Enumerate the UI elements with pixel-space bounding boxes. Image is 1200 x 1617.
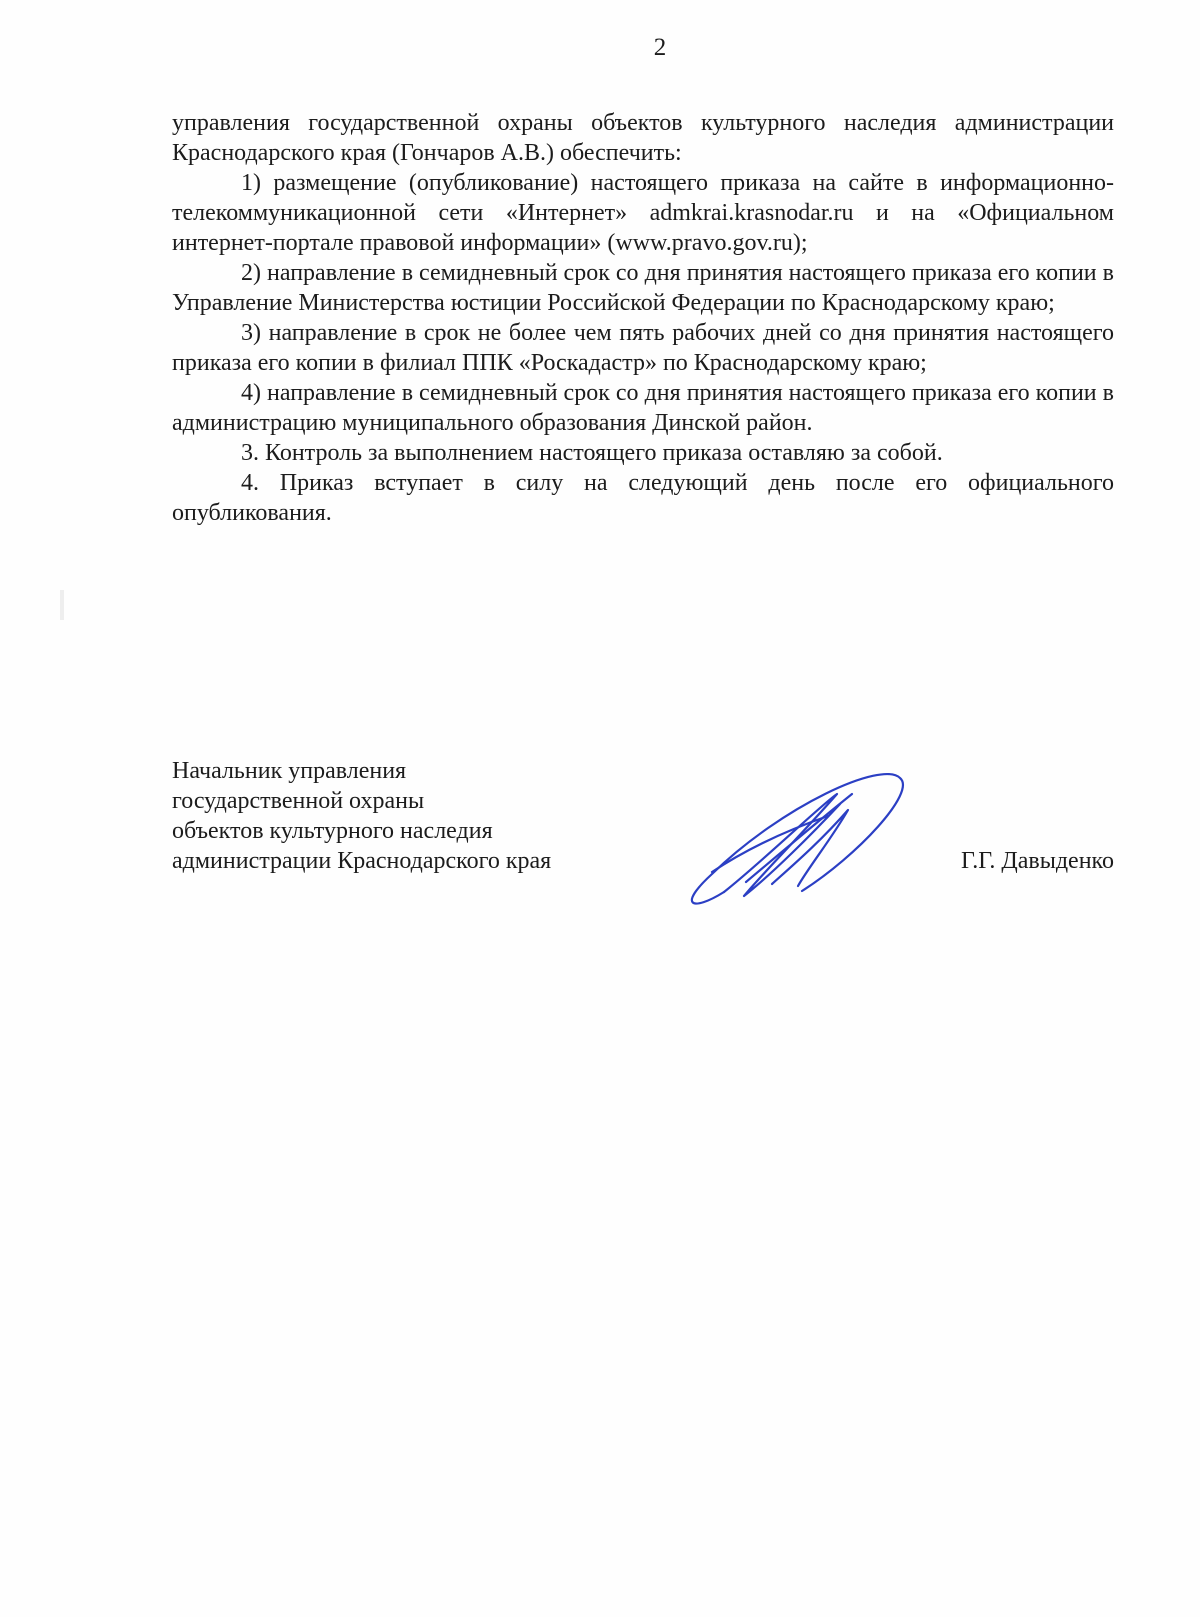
document-body <box>172 108 1114 528</box>
paragraph: 4. Приказ вступает в силу на следующий день после его официального опубликования. <box>172 470 1114 526</box>
paragraph: 4) направление в семидневный срок со дня принятия настоящего приказа его копии в администрацию муниципального образования Динской район. <box>172 380 1114 436</box>
paragraph: 2) направление в семидневный срок со дня принятия настоящего приказа его копии в Управление Министерства юстиции Российской Федерации по Краснодарскому краю; <box>172 260 1114 316</box>
paragraph: управления государственной охраны объектов культурного наследия администрации Краснодарского края (Гончаров А.В.) обеспечить: <box>172 110 1114 166</box>
scan-artifact <box>60 590 64 620</box>
paragraph: 1) размещение (опубликование) настоящего приказа на сайте в информационно-телекоммуникационной сети «Интернет» admkrai.krasnodar.ru и на «Официальном интернет-портале правовой информации» (www.pravo.gov.ru); <box>172 170 1114 256</box>
paragraph: 3. Контроль за выполнением настоящего приказа оставляю за собой. <box>241 440 943 466</box>
handwritten-signature <box>652 764 912 914</box>
signer-position-line: Начальник управления <box>172 758 407 784</box>
signer-position-line: объектов культурного наследия <box>172 818 493 844</box>
signature-block <box>172 756 1114 916</box>
paragraph: 3) направление в срок не более чем пять рабочих дней со дня принятия настоящего приказа его копии в филиал ППК «Роскадастр» по Краснодарскому краю; <box>172 320 1114 376</box>
signer-position-line: государственной охраны <box>172 788 425 814</box>
page-number: 2 <box>653 34 667 61</box>
signer-position <box>172 756 652 876</box>
signer-position-line: администрации Краснодарского края <box>172 848 552 874</box>
signer-name: Г.Г. Давыденко <box>961 848 1114 874</box>
